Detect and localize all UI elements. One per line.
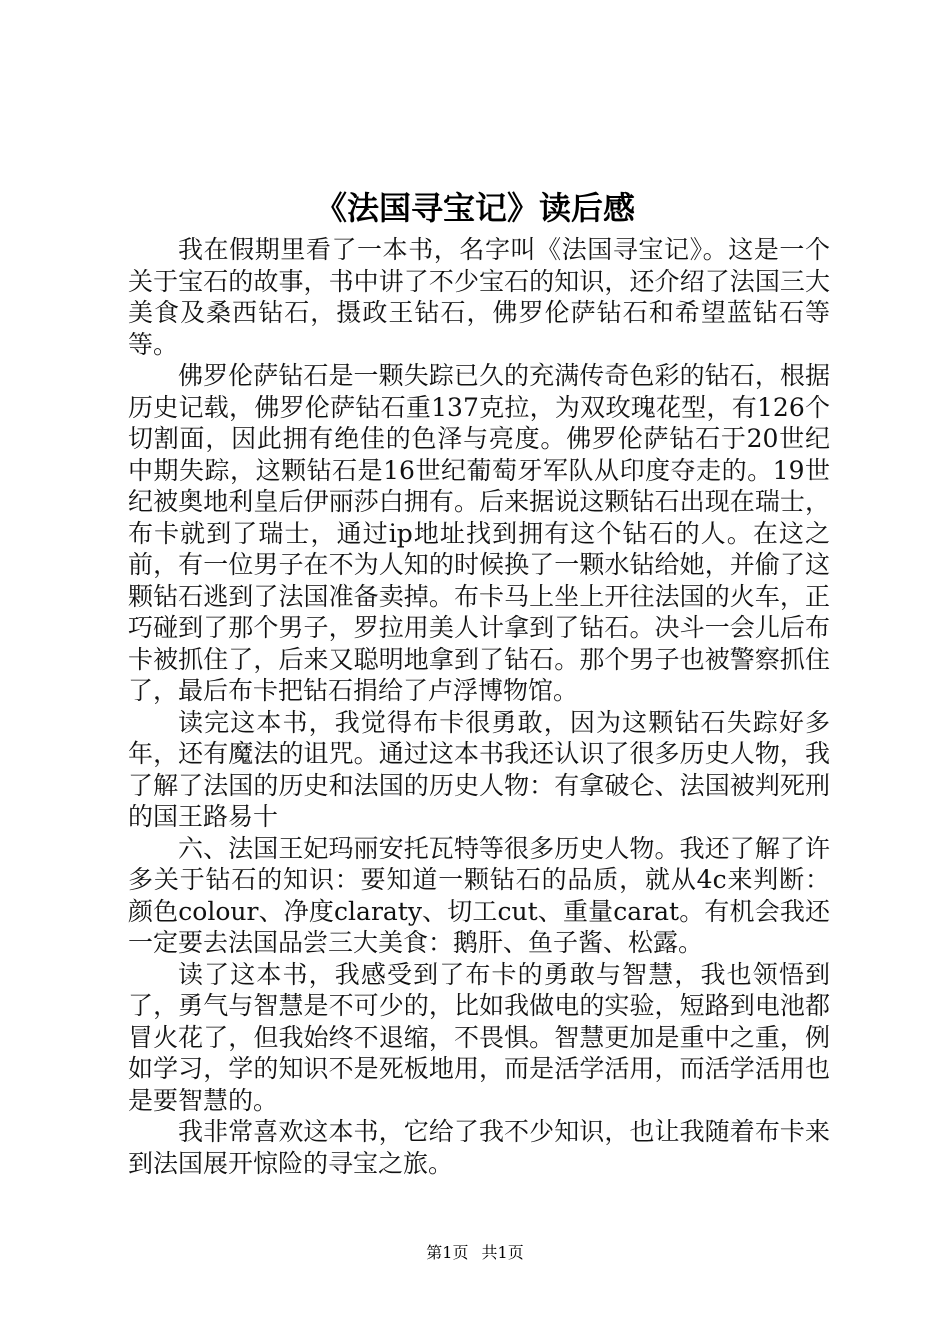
document-body [128,234,830,1179]
page-number-current: 第1页 [426,1243,469,1262]
paragraph-2: 佛罗伦萨钻石是一颗失踪已久的充满传奇色彩的钻石，根据历史记载，佛罗伦萨钻石重137克拉，为双玫瑰花型，有126个切割面，因此拥有绝佳的色泽与亮度。佛罗伦萨钻石于20世纪中期失踪，这颗钻石是16世纪葡萄牙军队从印度夺走的。19世纪被奥地利皇后伊丽莎白拥有。后来据说这颗钻石出现在瑞士，布卡就到了瑞士，通过ip地址找到拥有这个钻石的人。在这之前，有一位男子在不为人知的时候换了一颗水钻给她，并偷了这颗钻石逃到了法国准备卖掉。布卡马上坐上开往法国的火车，正巧碰到了那个男子，罗拉用美人计拿到了钻石。决斗一会儿后布卡被抓住了，后来又聪明地拿到了钻石。那个男子也被警察抓住了，最后布卡把钻石捐给了卢浮博物馆。 [128,361,830,705]
paragraph-1: 我在假期里看了一本书，名字叫《法国寻宝记》。这是一个关于宝石的故事，书中讲了不少宝石的知识，还介绍了法国三大美食及桑西钻石，摄政王钻石，佛罗伦萨钻石和希望蓝钻石等等。 [128,235,830,359]
page-footer [0,1242,950,1264]
paragraph-4: 六、法国王妃玛丽安托瓦特等很多历史人物。我还了解了许多关于钻石的知识：要知道一颗钻石的品质，就从4c来判断：颜色colour、净度claraty、切工cut、重量carat。有机会我还一定要去法国品尝三大美食：鹅肝、鱼子酱、松露。 [128,833,830,957]
paragraph-3: 读完这本书，我觉得布卡很勇敢，因为这颗钻石失踪好多年，还有魔法的诅咒。通过这本书我还认识了很多历史人物，我了解了法国的历史和法国的历史人物：有拿破仑、法国被判死刑的国王路易十 [128,707,830,831]
document-title: 《法国寻宝记》读后感 [314,189,635,227]
page-number-total: 共1页 [481,1243,524,1262]
paragraph-5: 读了这本书，我感受到了布卡的勇敢与智慧，我也领悟到了，勇气与智慧是不可少的，比如我做电的实验，短路到电池都冒火花了，但我始终不退缩，不畏惧。智慧更加是重中之重，例如学习，学的知识不是死板地用，而是活学活用，而活学活用也是要智慧的。 [128,959,830,1115]
paragraph-6: 我非常喜欢这本书，它给了我不少知识，也让我随着布卡来到法国展开惊险的寻宝之旅。 [128,1117,830,1178]
